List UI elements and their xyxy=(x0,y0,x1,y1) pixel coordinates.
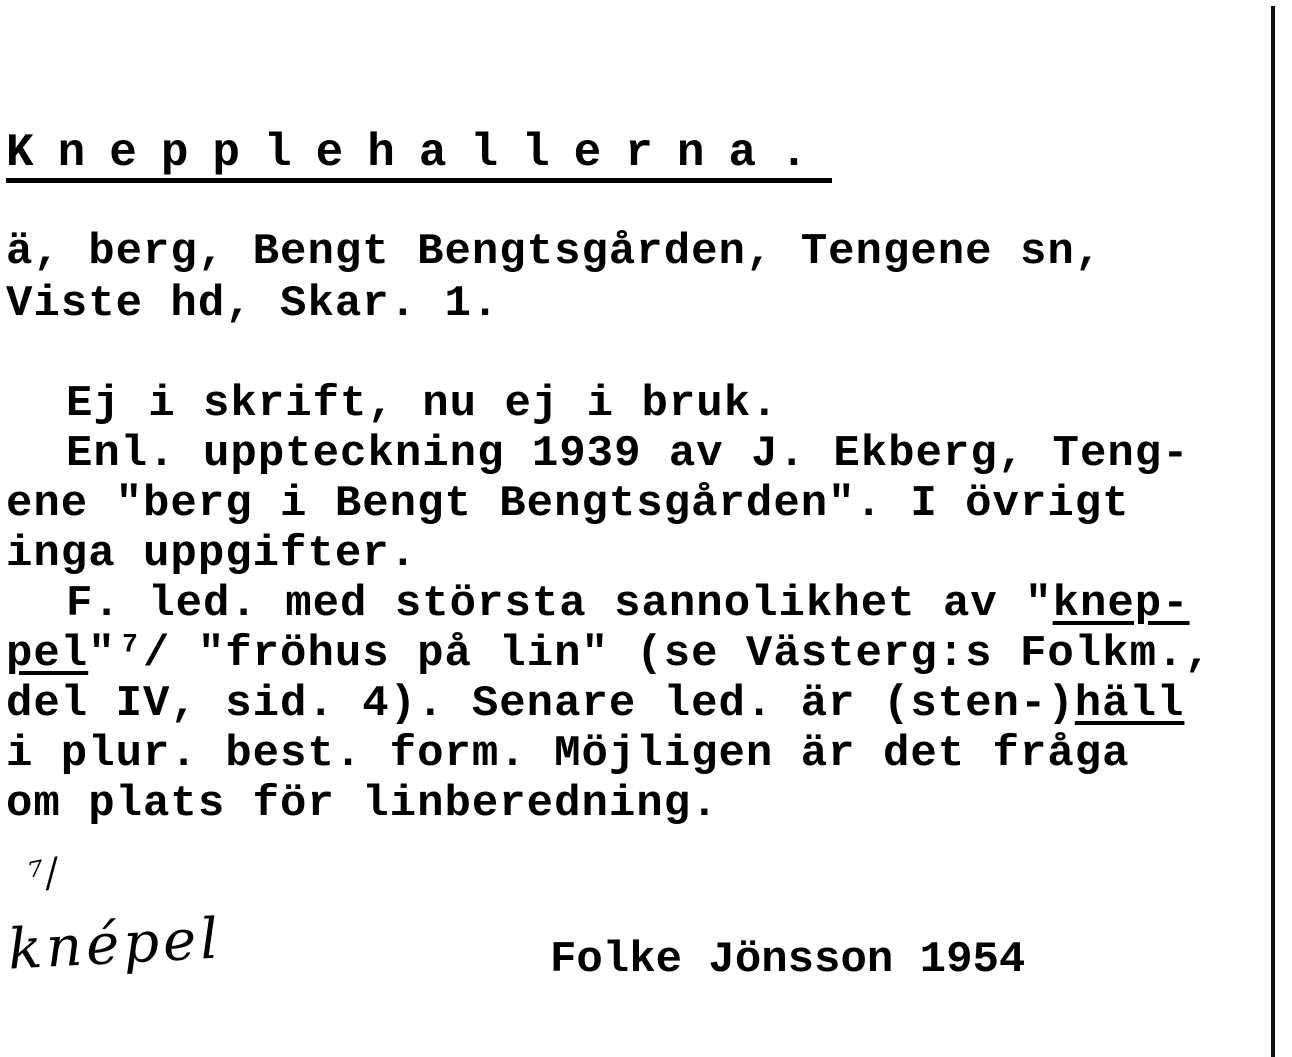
body-line-4: inga uppgifter. xyxy=(6,529,418,579)
underlined-word-pel: pel xyxy=(6,629,89,679)
handwritten-note: knépel xyxy=(6,906,224,983)
body-line-1: Ej i skrift, nu ej i bruk. xyxy=(66,379,779,429)
body-line-9: om plats för linberedning. xyxy=(6,779,719,829)
body-line-8: i plur. best. form. Möjligen är det fråga xyxy=(6,729,1130,779)
location-line-1: ä, berg, Bengt Bengtsgården, Tengene sn, xyxy=(6,227,1103,277)
body-line-7 xyxy=(6,678,1184,730)
body-line-2: Enl. uppteckning 1939 av J. Ekberg, Teng- xyxy=(66,429,1190,479)
body-line-7-text: del IV, sid. 4). Senare led. är (sten-) xyxy=(6,679,1075,729)
underlined-word-hall: häll xyxy=(1074,679,1185,729)
handwritten-marker: ⁷/ xyxy=(25,849,63,899)
underlined-word-knep: knep- xyxy=(1052,579,1190,629)
body-line-5-text: F. led. med största sannolikhet av " xyxy=(66,579,1053,629)
body-line-6 xyxy=(6,628,1212,680)
location-line-2: Viste hd, Skar. 1. xyxy=(6,279,500,329)
card-edge-line xyxy=(1271,6,1275,1057)
card-title: Knepplehallerna. xyxy=(6,128,832,183)
body-line-5 xyxy=(66,578,1190,630)
body-line-6-text: "⁷/ "fröhus på lin" (se Västerg:s Folkm., xyxy=(88,629,1212,679)
author-signature: Folke Jönsson 1954 xyxy=(550,935,1026,985)
body-line-3: ene "berg i Bengt Bengtsgården". I övrigt xyxy=(6,479,1130,529)
